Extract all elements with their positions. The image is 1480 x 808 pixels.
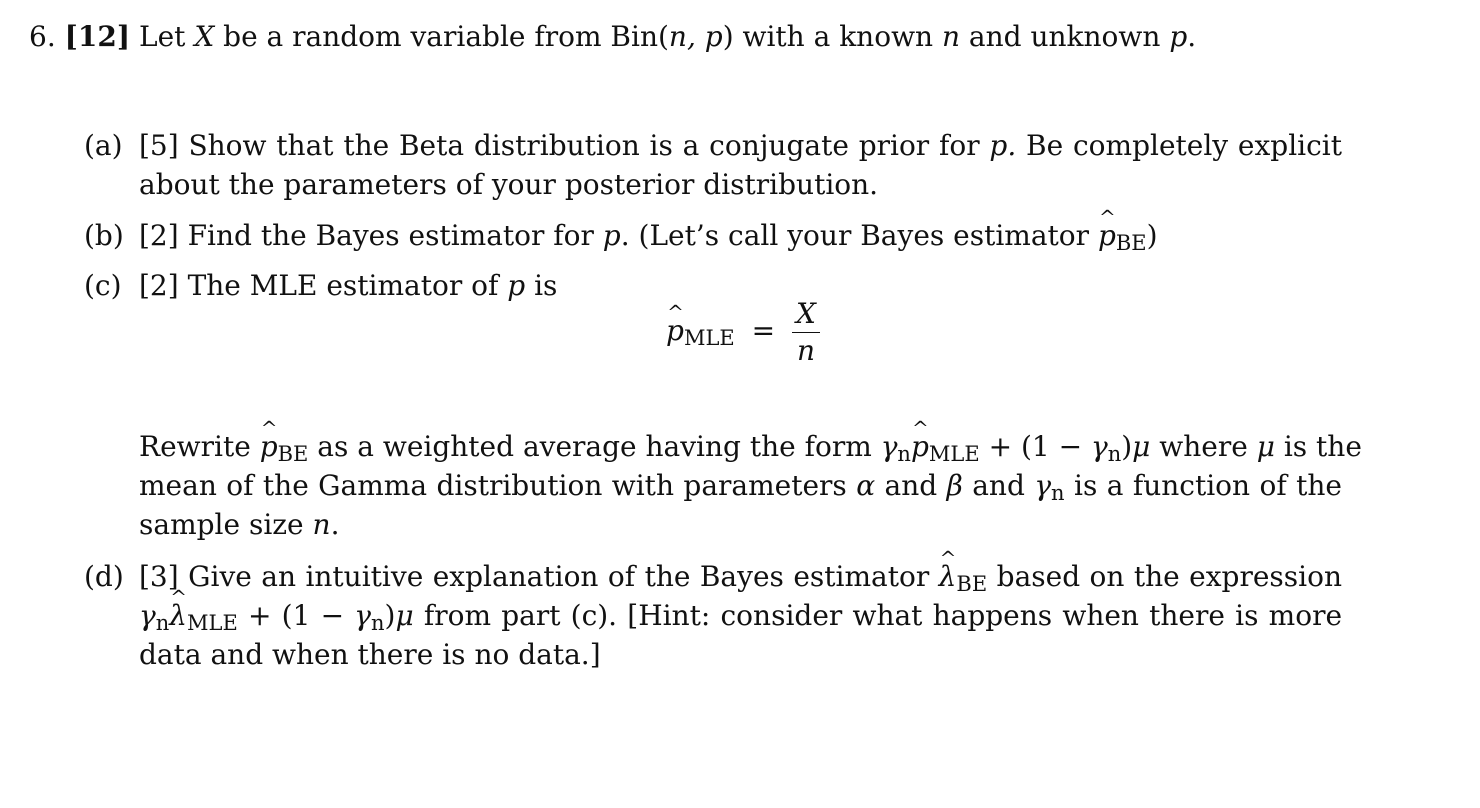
part-a-line-1: [5] Show that the Beta distribution is a conjugate prior for p. Be completely explicit (139, 129, 1342, 162)
part-c-rewrite-line-3: sample size n. (139, 508, 340, 541)
part-c-label: (c) (84, 269, 122, 302)
part-d-line-1: [3] Give an intuitive explanation of the Bayes estimator ^ $\lambda_{BE}$ based on the expression (139, 563, 1342, 595)
part-d-line-2: $\gamma_n\^{}$ $\lambda_{MLE} + (1 - \gamma_n)\mu$ from part (c). [Hint: consider what happens when there is more (139, 602, 1342, 634)
mle-fraction: $\frac{X}{n}$ (792, 300, 820, 365)
mle-symbol: ^ p (666, 317, 684, 345)
lambda-be-symbol: ^ λ (939, 563, 957, 591)
part-d-line-3: data and when there is no data.] (139, 638, 601, 671)
part-b-text: [2] Find the Bayes estimator for p. (Let’s call your Bayes estimator ^ $p_{BE}$) (139, 222, 1158, 254)
part-c-rewrite-line-1: Rewrite ^ $p_{BE}$ as a weighted average having the form $\gamma_n\^{}$ $p_{MLE} + (1 - \gamma_n)\mu$ where μ is the (139, 433, 1342, 465)
problem-number: 6. (29, 20, 56, 53)
problem-statement: 6. [12] Let X be a random variable from Bin(n, p) with a known n and unknown p. (29, 20, 1197, 53)
part-a-line-2: about the parameters of your posterior distribution. (139, 168, 879, 201)
part-c-rewrite-line-2: mean of the Gamma distribution with parameters α and β and $\gamma_n$ is a function of the (139, 469, 1342, 505)
part-a-label: (a) (84, 129, 123, 162)
part-b-label: (b) (84, 219, 124, 252)
part-d-label: (d) (84, 560, 124, 593)
mle-formula: ^ $p_{MLE}$ = $\frac{X}{n}$ (666, 300, 820, 365)
bayes-estimator-symbol: ^ p (1098, 222, 1116, 250)
lambda-mle-symbol: ^ λ (169, 602, 187, 630)
part-c-text: [2] The MLE estimator of p is (139, 269, 558, 302)
problem-points: [12] (64, 20, 131, 53)
